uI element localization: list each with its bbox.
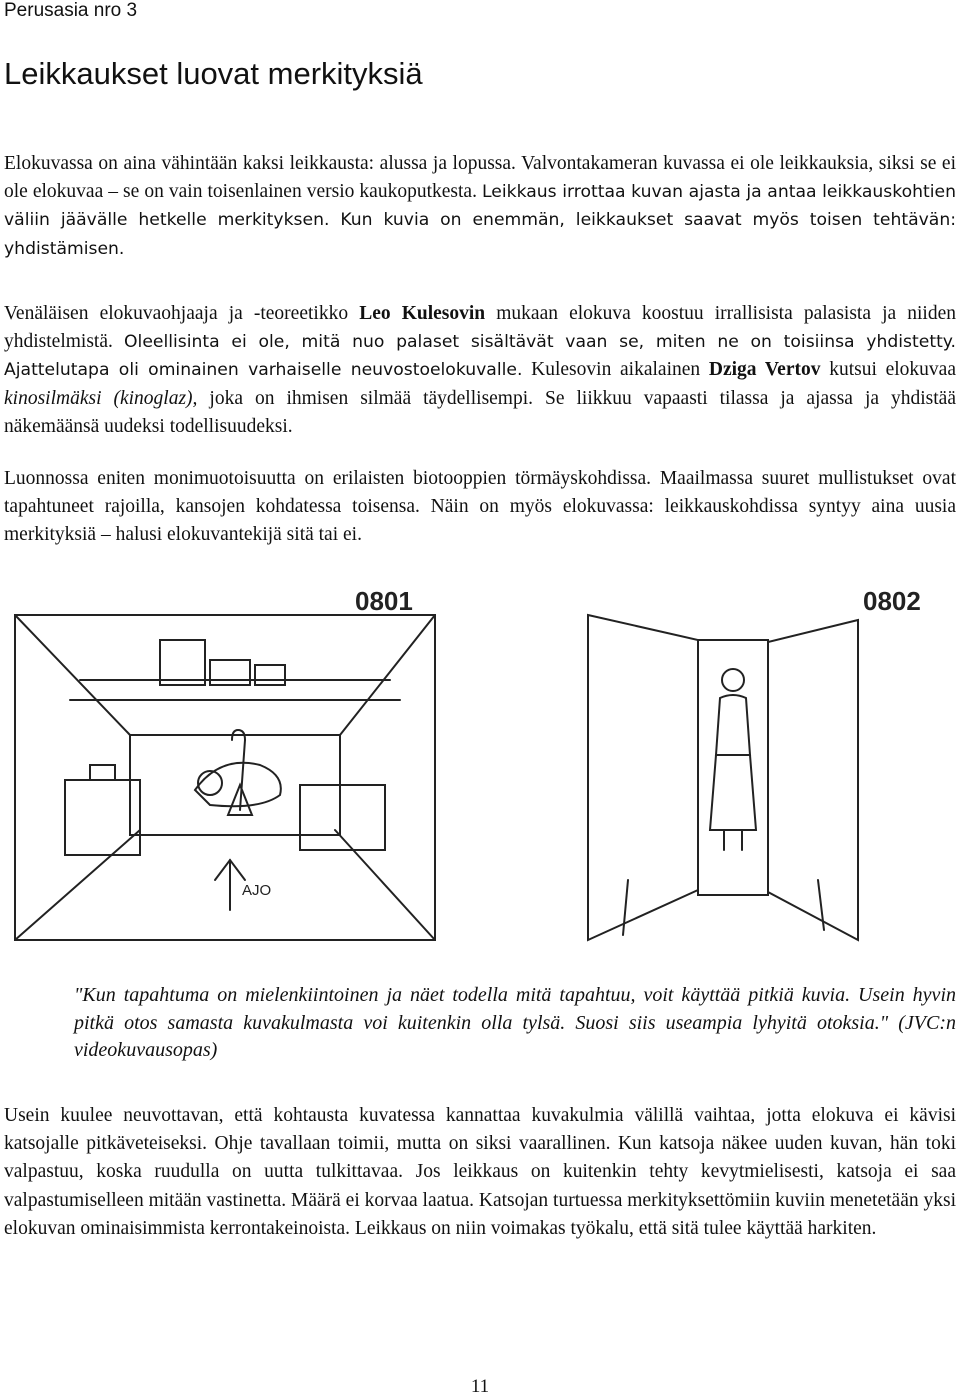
- paragraph-biotopes: Luonnossa eniten monimuotoisuutta on erilaisten biotooppien törmäyskohdissa. Maailmassa suuret mullistukset ovat tapahtuneet rajoilla, kansojen kohdatessa toisensa. Näin on myös elokuvassa: leikkauskohdissa syntyy aina uusia merkityksiä – halusi elokuvantekijä sitä tai ei.: [4, 468, 956, 546]
- kulesov-text-pre: Venäläisen elokuvaohjaaja ja -teoreetikko: [4, 303, 360, 324]
- page-title: Leikkaukset luovat merkityksiä: [4, 56, 423, 91]
- kulesov-text-mid1: mukaan elokuva koostuu irrallisista palasista ja niiden yhdistelmistä.: [4, 303, 956, 353]
- name-leo-kulesov: Leo Kulesovin: [359, 303, 486, 324]
- arrow-label-ajo: AJO: [242, 882, 272, 899]
- paragraph-cutting-advice: Usein kuulee neuvottavan, että kohtausta kuvatessa kannattaa kuvakulmia välillä vaihtaa, jotta elokuva ei kävisi katsojalle pitkäveteiseksi. Ohje tavallaan toimii, mutta on siksi vaarallinen. Kun katsoja näkee uuden kuvan, hän toki valpastuu, koska ruudulla on uutta tulkittavaa. Jos leikkaus on kuitenkin tehty kevytmielisesti, katsoja ei saa valpastumiselleen mitään vastinetta. Määrä ei korvaa laatua. Katsojan turtuessa merkityksettömiin kuviin menetetään yksi elokuvan ominaisimmista kerrontakeinoista. Leikkaus on niin voimakas työkalu, että sitä tulee käyttää harkiten.: [4, 1105, 956, 1239]
- paragraph-kulesov: [4, 300, 956, 441]
- storyboard-sketch-0802: [488, 580, 958, 950]
- paragraph-intro: [4, 150, 956, 263]
- kulesov-text-sans: Oleellisinta ei ole, mitä nuo palaset sisältävät vaan se, miten ne on toisiinsa yhdistetty. Ajattelutapa oli ominainen varhaiselle neuvostoelokuvalle.: [4, 332, 956, 381]
- quote-jvc: "Kun tapahtuma on mielenkiintoinen ja näet todella mitä tapahtuu, voit käyttää pitkiä kuvia. Usein hyvin pitkä otos samasta kuvakulmasta voi kuitenkin olla tylsä. Suosi siis useampia lyhyitä otoksia." (JVC:n videokuvausopas): [74, 984, 956, 1061]
- storyboard-sketch-0801: [10, 580, 450, 950]
- running-header: Perusasia nro 3: [4, 0, 138, 21]
- kulesov-text-mid3: kutsui elokuvaa: [820, 359, 956, 381]
- name-dziga-vertov: Dziga Vertov: [708, 359, 821, 381]
- kulesov-text-mid2: Kulesovin aikalainen: [522, 359, 709, 381]
- page-number: 11: [470, 1376, 490, 1397]
- kulesov-text-end: joka on ihmisen silmää täydellisempi. Se liikkuu vapaasti tilassa ja ajassa ja yhdistää näkemäänsä uudeksi todellisuudeksi.: [4, 387, 956, 437]
- term-kinoglaz: kinosilmäksi (kinoglaz),: [4, 387, 198, 409]
- frame-label-0802: 0802: [863, 586, 921, 616]
- frame-label-0801: 0801: [355, 586, 413, 616]
- intro-text-a: Elokuvassa on aina vähintään kaksi leikkausta: alussa ja lopussa. Valvontakameran kuvassa ei ole leikkauksia, siksi se ei ole elokuvaa – se on vain toisenlainen versio kaukoputkesta.: [4, 153, 956, 203]
- intro-text-b: Leikkaus irrottaa kuvan ajasta ja antaa leikkauskohtien väliin jäävälle hetkelle merkityksen. Kun kuvia on enemmän, leikkaukset saavat myös toisen tehtävän: yhdistämisen.: [4, 182, 956, 259]
